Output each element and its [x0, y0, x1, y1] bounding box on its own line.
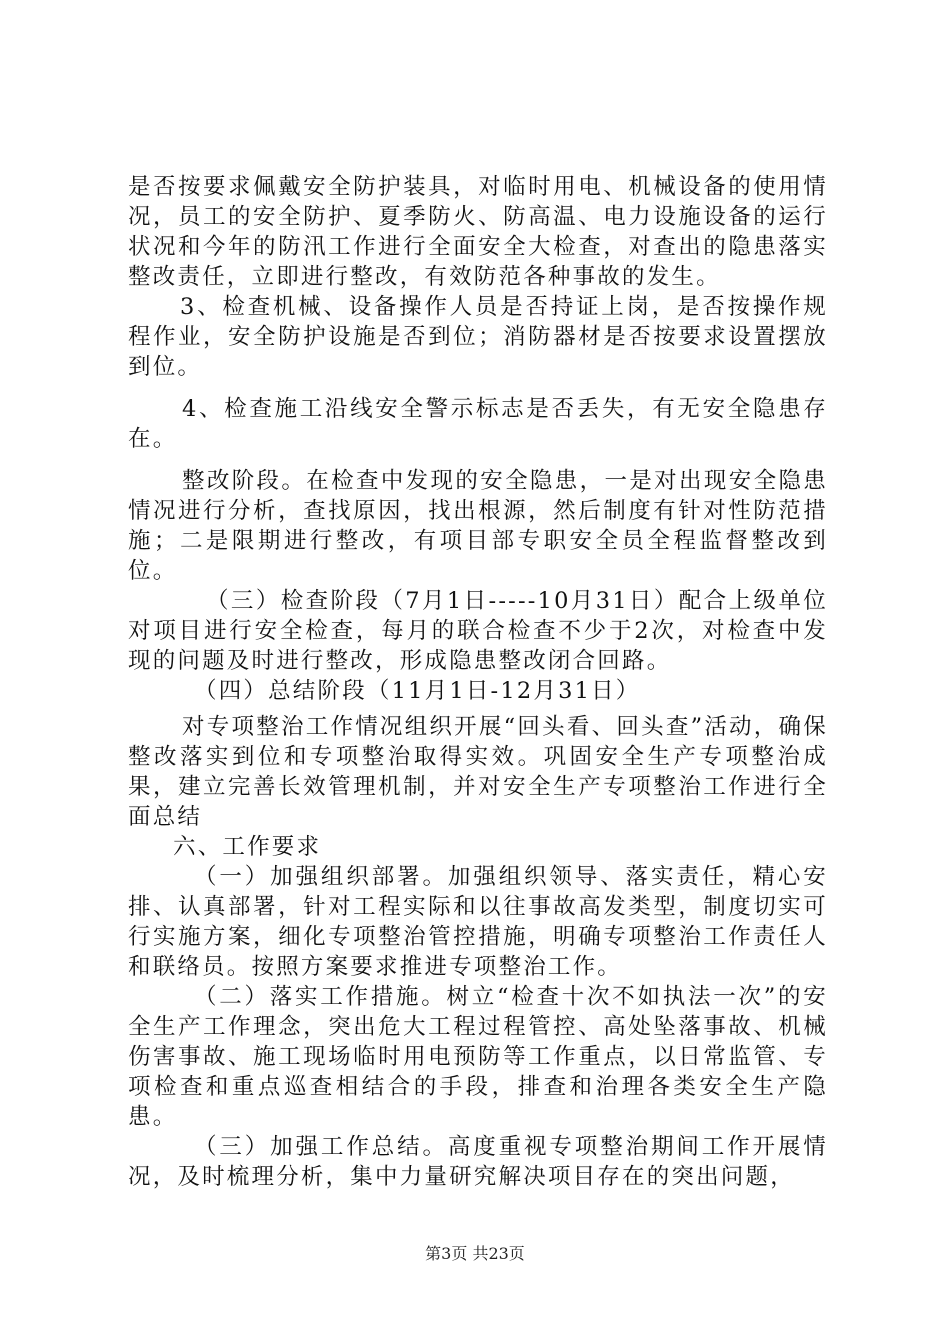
page-number-footer: 第3页 共23页 [425, 1244, 525, 1263]
paragraph-rectification-stage: 整改阶段。在检查中发现的安全隐患，一是对出现安全隐患情况进行分析，查找原因，找出根源，然后制度有针对性防范措施；二是限期进行整改，有项目部专职安全员全程监督整改到位。 [128, 468, 828, 584]
paragraph-summary-stage-heading: （四）总结阶段（11月1日-12月31日） [194, 678, 641, 704]
paragraph-item-4: 4、检查施工沿线安全警示标志是否丢失，有无安全隐患存在。 [128, 396, 828, 452]
paragraph-requirement-1: （一）加强组织部署。加强组织领导、落实责任，精心安排、认真部署，针对工程实际和以往事故高发类型，制度切实可行实施方案，细化专项整治管控措施，明确专项整治工作责任人和联络员。按照方案要求推进专项整治工作。 [128, 864, 828, 980]
paragraph-inspection-stage: （三）检查阶段（7月1日-----10月31日）配合上级单位对项目进行安全检查，每月的联合检查不少于2次，对检查中发现的问题及时进行整改，形成隐患整改闭合回路。 [128, 588, 828, 674]
paragraph-item-3: 3、检查机械、设备操作人员是否持证上岗，是否按操作规程作业，安全防护设施是否到位；消防器材是否按要求设置摆放到位。 [128, 294, 828, 380]
paragraph-requirement-3: （三）加强工作总结。高度重视专项整治期间工作开展情况，及时梳理分析，集中力量研究解决项目存在的突出问题， [128, 1134, 828, 1190]
paragraph-summary-stage: 对专项整治工作情况组织开展“回头看、回头查”活动，确保整改落实到位和专项整治取得实效。巩固安全生产专项整治成果，建立完善长效管理机制，并对安全生产专项整治工作进行全面总结 [128, 714, 828, 830]
paragraph-inspection-scope: 是否按要求佩戴安全防护装具，对临时用电、机械设备的使用情况，员工的安全防护、夏季防火、防高温、电力设施设备的运行状况和今年的防汛工作进行全面安全大检查，对查出的隐患落实整改责任，立即进行整改，有效防范各种事故的发生。 [128, 174, 828, 290]
section-heading-work-requirements: 六、工作要求 [173, 834, 322, 860]
paragraph-requirement-2: （二）落实工作措施。树立“检查十次不如执法一次”的安全生产工作理念，突出危大工程过程管控、高处坠落事故、机械伤害事故、施工现场临时用电预防等工作重点，以日常监管、专项检查和重点巡查相结合的手段，排查和治理各类安全生产隐患。 [128, 984, 828, 1130]
document-body [128, 172, 828, 1192]
